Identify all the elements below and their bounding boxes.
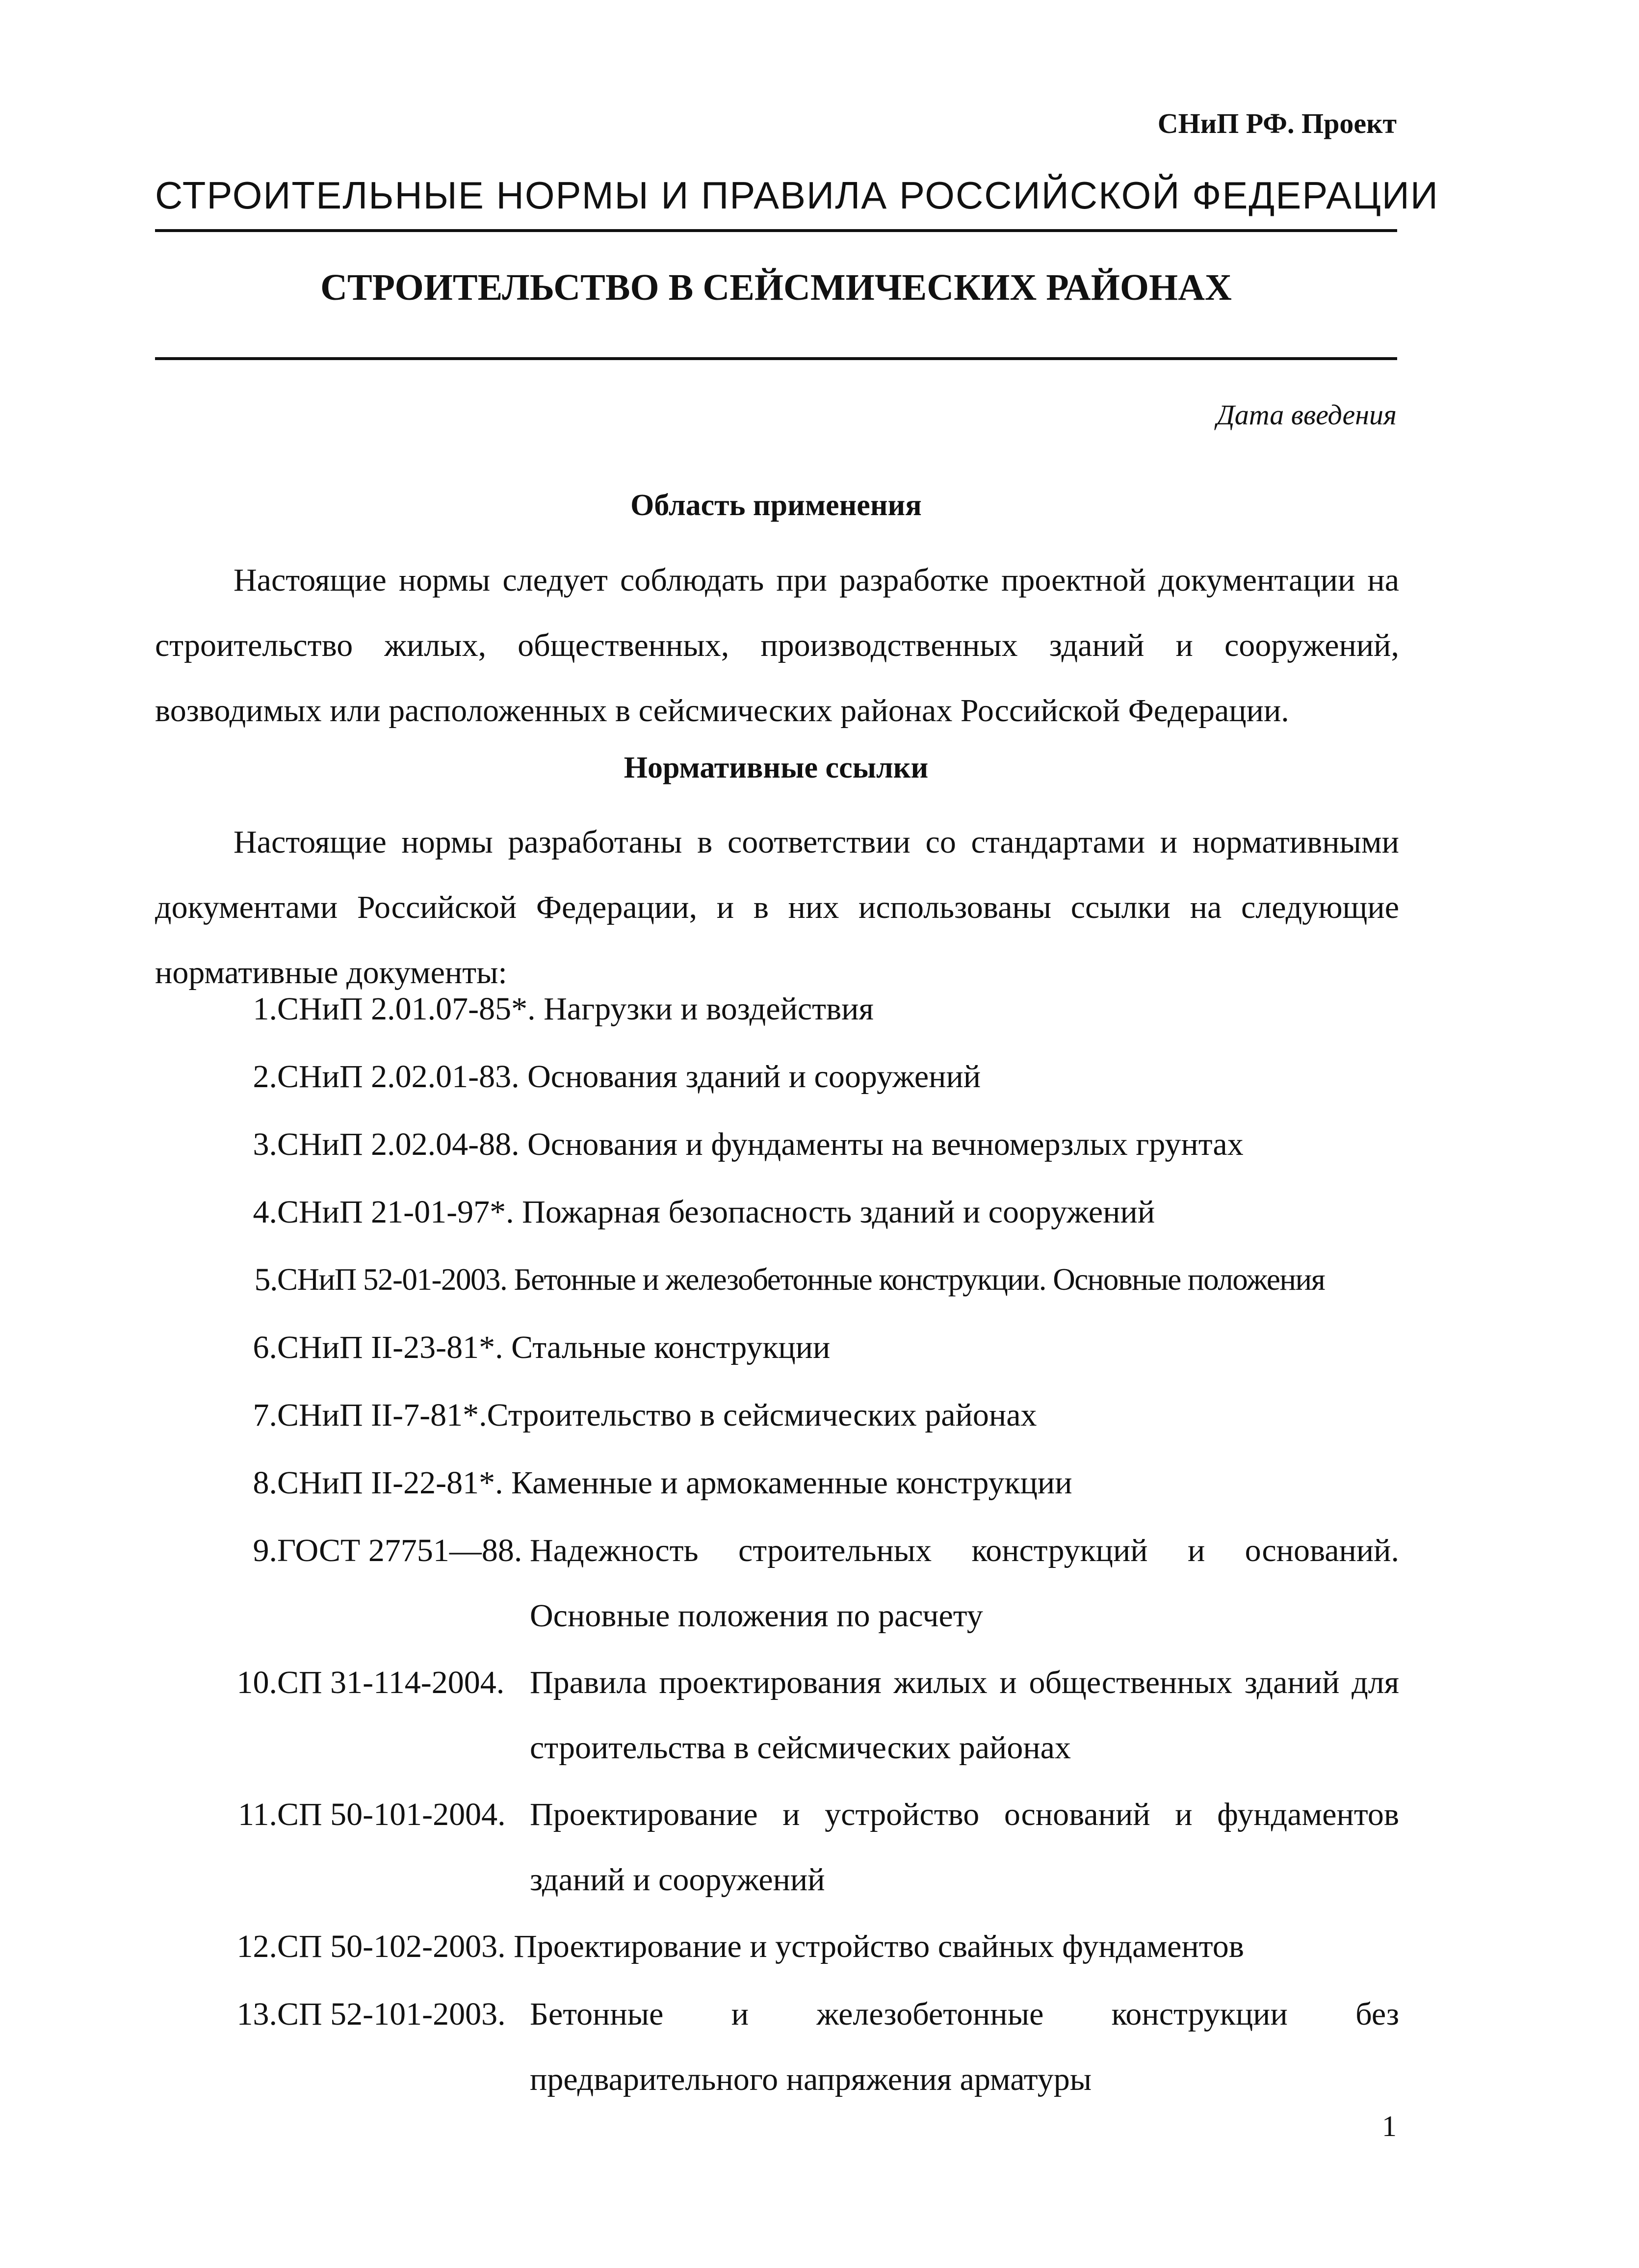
reference-text: Правила проектирования жилых и общественных зданий для строительства в сейсмических районах	[530, 1665, 1399, 1766]
page-number: 1	[1382, 2110, 1397, 2142]
reference-text: СНиП II-22-81*. Каменные и армокаменные конструкции	[277, 1465, 1072, 1501]
reference-text: СНиП II-23-81*. Стальные конструкции	[277, 1330, 831, 1365]
reference-number: 10.	[236, 1665, 277, 1700]
reference-number: 7.	[253, 1397, 277, 1433]
reference-code: СП 52-101-2003.	[277, 1996, 506, 2032]
references-intro-paragraph: Настоящие нормы разработаны в соответствии со стандартами и нормативными документами Российской Федерации, и в них использованы ссылки на следующие нормативные документы:	[155, 824, 1399, 991]
reference-number: 2.	[253, 1059, 277, 1095]
reference-text: СНиП II-7-81*.Строительство в сейсмических районах	[277, 1397, 1037, 1433]
reference-text: СНиП 52-01-2003. Бетонные и железобетонные конструкции. Основные положения	[277, 1262, 1325, 1297]
reference-text: СНиП 2.02.01-83. Основания зданий и сооружений	[277, 1059, 981, 1095]
reference-text: СНиП 2.01.07-85*. Нагрузки и воздействия	[277, 991, 874, 1027]
document-title: СТРОИТЕЛЬСТВО В СЕЙСМИЧЕСКИХ РАЙОНАХ	[320, 267, 1232, 308]
reference-text: Надежность строительных конструкций и оснований. Основные положения по расчету	[530, 1533, 1399, 1634]
reference-text: СП 50-102-2003. Проектирование и устройство свайных фундаментов	[277, 1929, 1244, 1964]
document-category: СТРОИТЕЛЬНЫЕ НОРМЫ И ПРАВИЛА РОССИЙСКОЙ ФЕДЕРАЦИИ	[155, 174, 1439, 217]
reference-number: 1.	[253, 991, 277, 1027]
reference-number: 5.	[254, 1262, 277, 1298]
reference-code: СП 50-101-2004.	[277, 1797, 506, 1832]
reference-text: Проектирование и устройство оснований и фундаментов зданий и сооружений	[530, 1797, 1399, 1898]
reference-text: Бетонные и железобетонные конструкции без предварительного напряжения арматуры	[530, 1996, 1399, 2097]
reference-number: 3.	[253, 1126, 277, 1162]
reference-number: 11.	[237, 1797, 277, 1832]
scope-paragraph: Настоящие нормы следует соблюдать при разработке проектной документации на строительство жилых, общественных, производственных зданий и сооружений, возводимых или расположенных в сейсмических районах Российской Федерации.	[155, 562, 1399, 729]
reference-number: 9.	[253, 1533, 277, 1568]
reference-number: 13.	[236, 1996, 277, 2032]
reference-code: СП 31-114-2004.	[277, 1665, 505, 1700]
document-status-tag: СНиП РФ. Проект	[1157, 107, 1397, 139]
reference-number: 4.	[253, 1194, 277, 1230]
reference-number: 12.	[236, 1929, 277, 1964]
header-rule-bottom	[155, 357, 1397, 360]
date-of-introduction-label: Дата введения	[1216, 399, 1397, 431]
reference-text: СНиП 2.02.04-88. Основания и фундаменты на вечномерзлых грунтах	[277, 1126, 1244, 1162]
reference-number: 6.	[253, 1330, 277, 1365]
references-heading: Нормативные ссылки	[624, 751, 929, 784]
reference-number: 8.	[253, 1465, 277, 1501]
scope-heading: Область применения	[630, 489, 922, 522]
reference-code: ГОСТ 27751—88.	[277, 1533, 522, 1568]
header-rule-top	[155, 229, 1397, 232]
reference-text: СНиП 21-01-97*. Пожарная безопасность зданий и сооружений	[277, 1194, 1155, 1230]
